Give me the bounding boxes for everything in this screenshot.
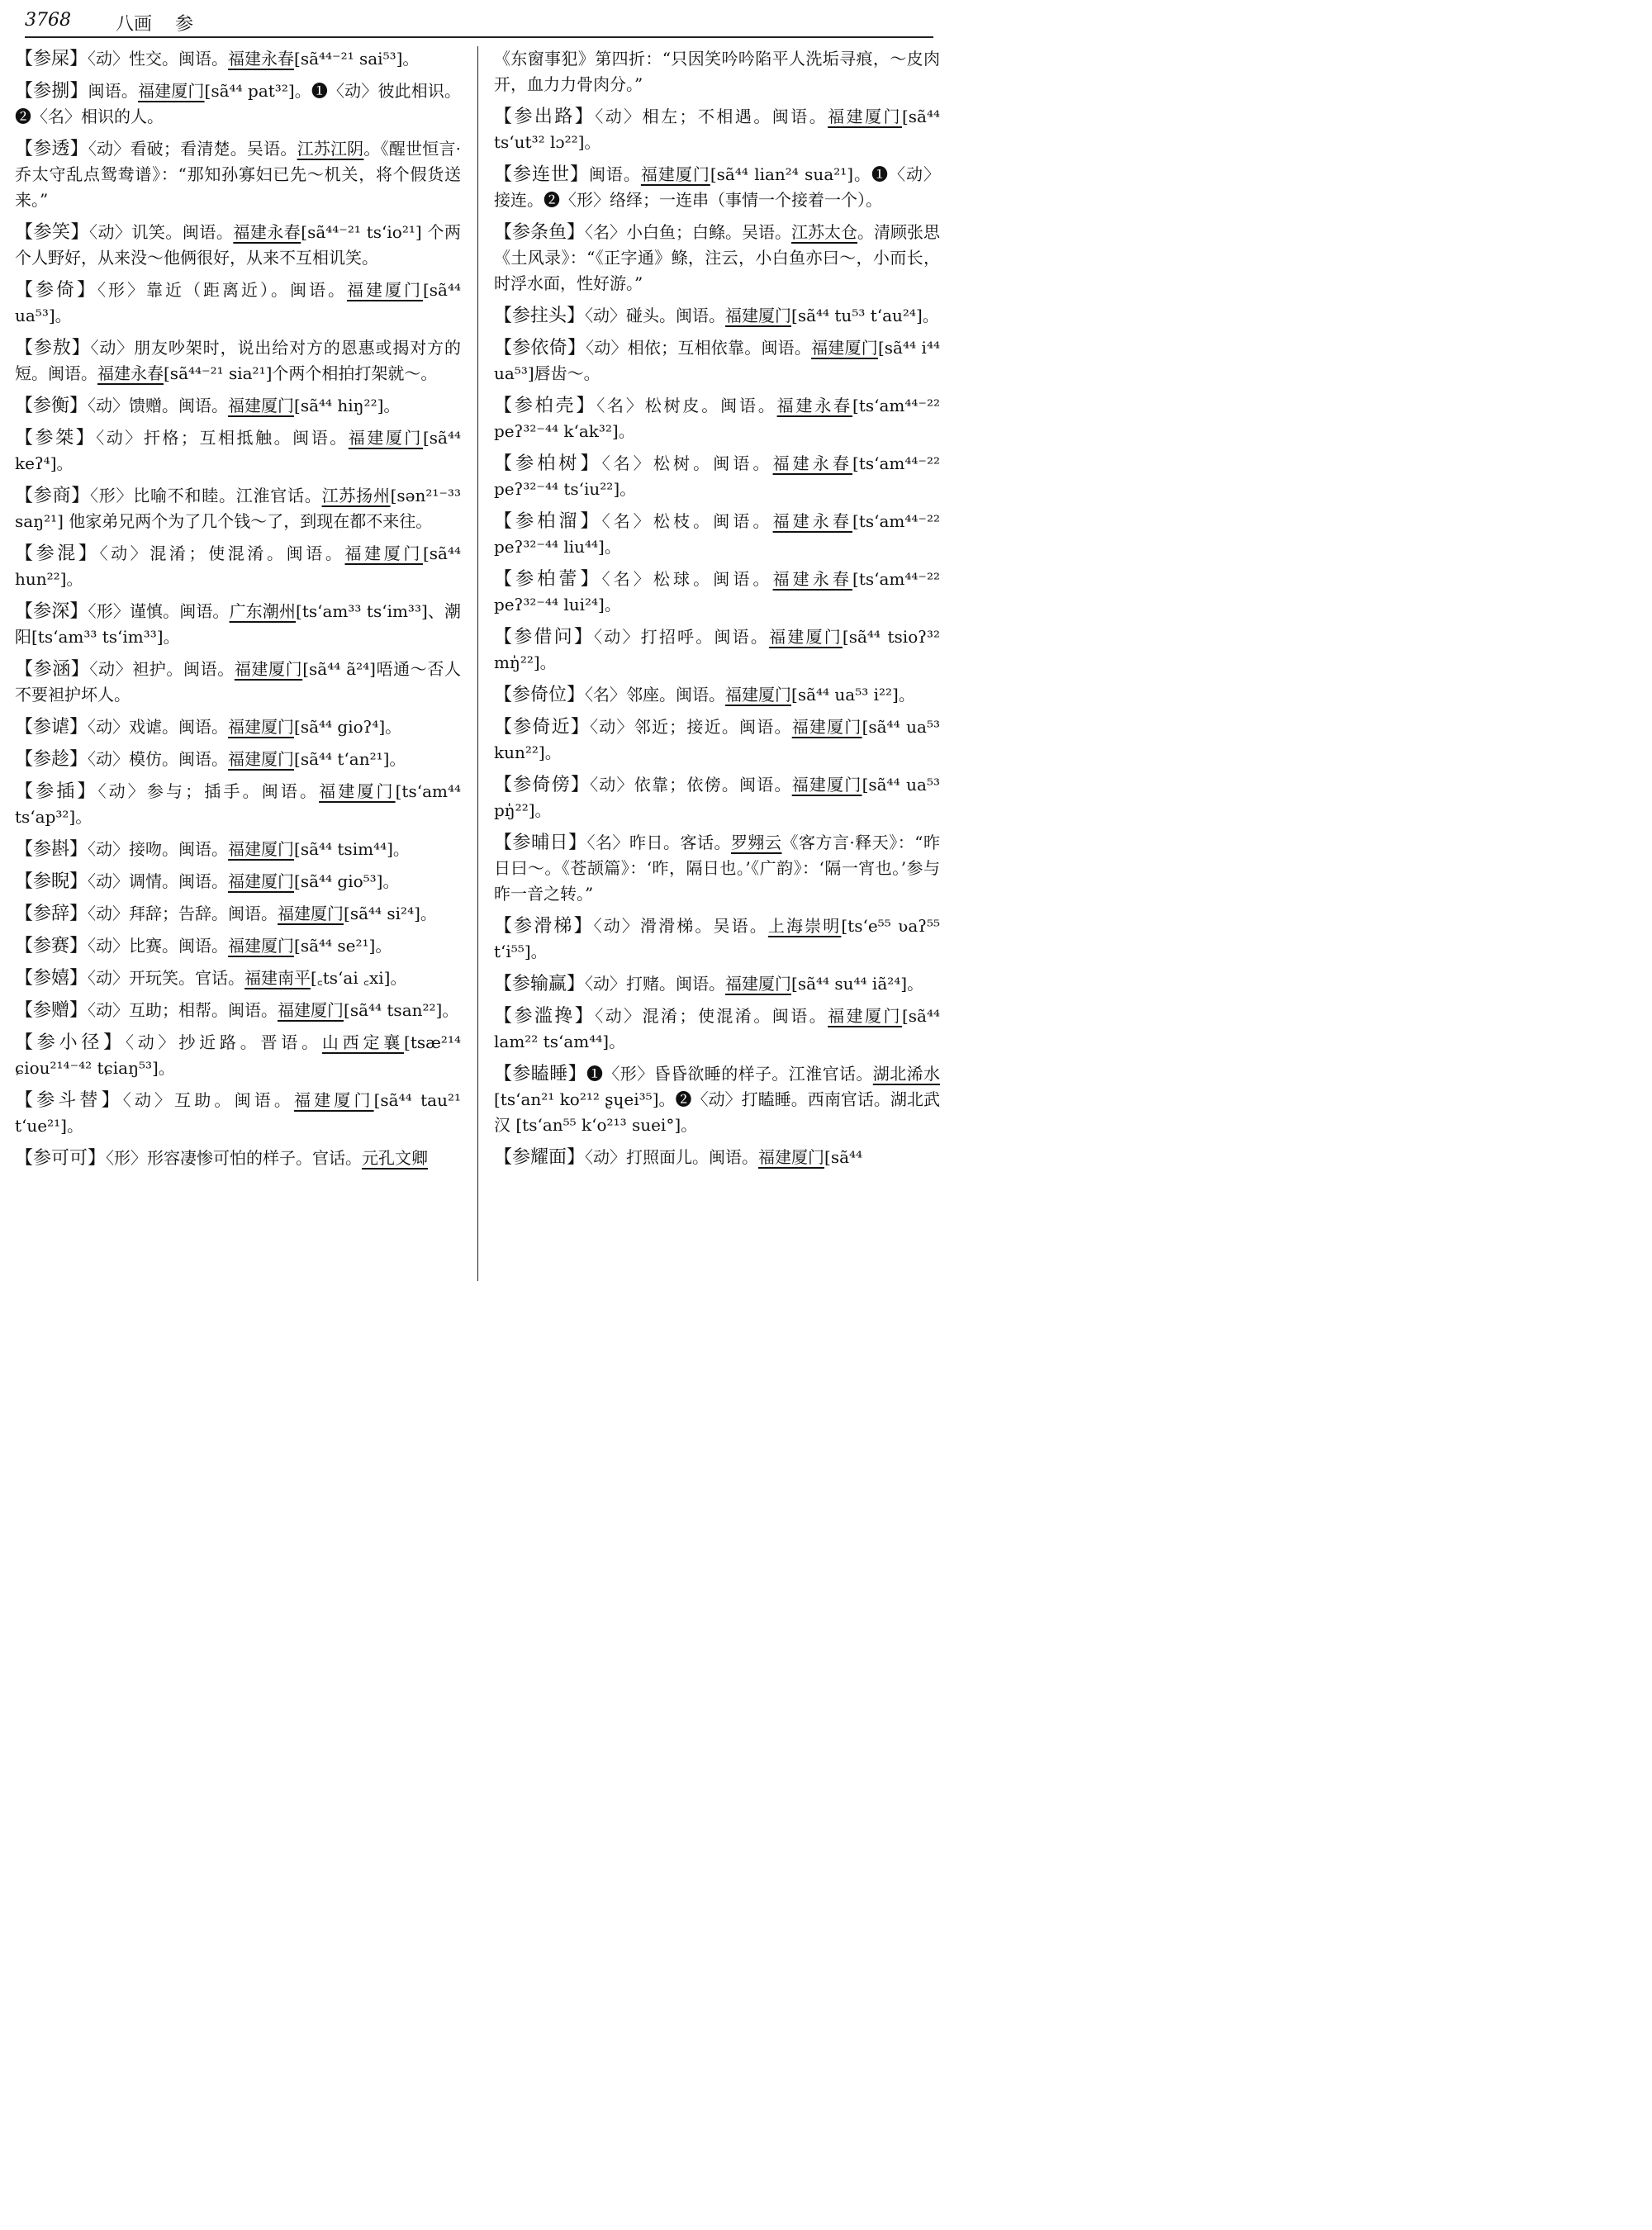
location: 福建厦门 xyxy=(228,396,295,415)
entry-text: 〈动〉朋友吵架时，说出给对方的恩惠或揭对方的短。闽语。 xyxy=(15,338,461,383)
dictionary-entry xyxy=(494,1061,940,1138)
entry-text: 〈动〉依靠；依傍。闽语。 xyxy=(590,775,792,795)
headword: 【参斗替】 xyxy=(15,1090,123,1111)
entry-text: [ts‘am⁴⁴⁻²² peʔ³²⁻⁴⁴ liu⁴⁴]。 xyxy=(494,511,940,557)
entry-text: 〈动〉混淆；使混淆。闽语。 xyxy=(595,1006,828,1026)
headword: 【参屎】 xyxy=(15,49,88,69)
location: 福建厦门 xyxy=(791,717,862,737)
headword: 【参赛】 xyxy=(15,936,88,956)
entry-text: [sã⁴⁴ gio⁵³]。 xyxy=(294,871,400,891)
headword: 【参桀】 xyxy=(15,428,97,448)
dictionary-entry xyxy=(15,335,461,387)
entry-text: [sã⁴⁴ ua⁵³ kun²²]。 xyxy=(494,717,941,762)
location: 江苏扬州 xyxy=(321,486,391,505)
entry-text: 〈名〉昨日。客话。 xyxy=(586,833,731,852)
right-column xyxy=(494,46,940,1177)
headword: 【参条鱼】 xyxy=(494,222,586,243)
dictionary-entry xyxy=(494,1145,940,1170)
entry-text: 〈形〉形容凄惨可怕的样子。官话。 xyxy=(106,1148,363,1168)
location: 福建厦门 xyxy=(344,543,423,563)
dictionary-entry xyxy=(15,1030,461,1081)
entry-text: 〈动〉邻近；接近。闽语。 xyxy=(590,717,792,737)
location: 福建永春 xyxy=(772,453,853,473)
location: 福建永春 xyxy=(233,222,301,242)
section-label: 八画 xyxy=(116,14,153,35)
entry-text: [tsæ²¹⁴ ɕiou²¹⁴⁻⁴² tɕiaŋ⁵³]。 xyxy=(15,1032,461,1078)
headword: 【参柏蕾】 xyxy=(494,569,602,590)
dictionary-entry xyxy=(494,303,940,329)
entry-text: [ts‘an²¹ ko²¹² ʂɥei³⁵]。❷〈动〉打瞌睡。西南官话。湖北武汉 [ts‘an⁵⁵ k‘o²¹³ suei°]。 xyxy=(494,1089,940,1135)
headword: 【参嬉】 xyxy=(15,968,88,989)
headword: 【参倚】 xyxy=(15,280,97,301)
dictionary-entry xyxy=(15,220,461,271)
entry-text: 〈动〉相依；互相依靠。闽语。 xyxy=(586,338,812,358)
entry-text: [sã⁴⁴ lam²² ts‘am⁴⁴]。 xyxy=(494,1006,940,1051)
headword: 【参衡】 xyxy=(15,396,88,416)
page-header xyxy=(25,8,933,38)
entry-text: [sən²¹⁻³³ saŋ²¹] 他家弟兄两个为了几个钱～了，到现在都不来往。 xyxy=(15,486,461,531)
entry-text: ❶〈形〉昏昏欲睡的样子。江淮官话。 xyxy=(586,1064,873,1084)
entry-text: 〈动〉袒护。闽语。 xyxy=(89,659,235,679)
headword: 【参可可】 xyxy=(15,1148,107,1169)
entry-text: [ts‘am⁴⁴ ts‘ap³²]。 xyxy=(15,781,462,827)
dictionary-entry xyxy=(15,933,461,959)
entry-text: 〈动〉调情。闽语。 xyxy=(88,871,229,891)
location: 福建厦门 xyxy=(319,781,396,801)
location: 上海崇明 xyxy=(767,916,842,936)
entry-text: [sã⁴⁴ hiŋ²²]。 xyxy=(294,396,401,415)
entry-text: [ts‘am³³ ts‘im³³]、潮阳[ts‘am³³ ts‘im³³]。 xyxy=(15,601,462,647)
location: 福建南平 xyxy=(244,968,311,988)
entry-text: 〈动〉碰头。闽语。 xyxy=(585,306,726,325)
dictionary-entry xyxy=(15,837,461,862)
entry-text: [ts‘e⁵⁵ ʋaʔ⁵⁵ t‘i⁵⁵]。 xyxy=(494,916,941,961)
headword: 【参深】 xyxy=(15,601,88,622)
dictionary-entry xyxy=(15,1146,461,1171)
dictionary-entry xyxy=(15,869,461,894)
entry-text: 。《醒世恒言·乔太守乱点鸳鸯谱》：“那知孙寡妇已先～机关，将个假货送来。” xyxy=(15,139,462,210)
entry-text: [sã⁴⁴ si²⁴]。 xyxy=(344,904,437,923)
dictionary-entry xyxy=(15,541,461,592)
headword: 【参赠】 xyxy=(15,1000,88,1021)
location: 福建厦门 xyxy=(758,1147,825,1167)
dictionary-entry xyxy=(15,599,461,650)
headword: 【参输赢】 xyxy=(494,974,586,994)
entry-text: 闽语。 xyxy=(588,164,641,184)
entry-text: [sã⁴⁴ pat³²]。❶〈动〉彼此相识。❷〈名〉相识的人。 xyxy=(15,81,461,126)
entry-text: 〈形〉比喻不和睦。江淮官话。 xyxy=(90,486,322,505)
headword: 【参出路】 xyxy=(494,107,596,127)
location: 福建厦门 xyxy=(278,1000,344,1020)
location: 福建厦门 xyxy=(791,775,862,795)
entry-text: [sã⁴⁴ tsim⁴⁴]。 xyxy=(294,839,410,859)
headword: 【参倚近】 xyxy=(494,717,591,738)
entry-text: 〈动〉讥笑。闽语。 xyxy=(88,222,234,242)
headword: 【参混】 xyxy=(15,543,100,564)
entry-text: [ts‘am⁴⁴⁻²² peʔ³²⁻⁴⁴ lui²⁴]。 xyxy=(494,569,940,614)
location: 山西定襄 xyxy=(321,1032,405,1052)
headword: 【参敖】 xyxy=(15,338,91,358)
headword: 【参辞】 xyxy=(15,904,88,924)
dictionary-entry xyxy=(15,714,461,740)
dictionary-entry xyxy=(15,966,461,991)
location: 福建永春 xyxy=(776,396,853,415)
location: 福建永春 xyxy=(97,363,164,383)
dictionary-entry xyxy=(15,136,461,213)
location: 福建永春 xyxy=(228,49,295,69)
headword: 【参借问】 xyxy=(494,627,595,648)
entry-text: [꜀ts‘ai ꜀xi]。 xyxy=(311,968,407,988)
location: 福建厦门 xyxy=(294,1090,374,1110)
location: 福建厦门 xyxy=(769,627,843,647)
location: 福建厦门 xyxy=(228,749,295,769)
dictionary-entry xyxy=(494,104,940,155)
location: 福建厦门 xyxy=(725,974,792,994)
entry-text: 〈动〉打赌。闽语。 xyxy=(585,974,726,994)
headword: 【参依倚】 xyxy=(494,338,586,358)
location: 福建厦门 xyxy=(725,685,792,705)
entry-text: [sã⁴⁴ i⁴⁴ ua⁵³]唇齿～。 xyxy=(494,338,940,383)
dictionary-entry xyxy=(494,624,940,676)
entry-text: [sã⁴⁴ ts‘ut³² lɔ²²]。 xyxy=(494,107,940,152)
entry-text: 〈名〉小白鱼；白鲦。吴语。 xyxy=(585,222,792,242)
headword: 【参捌】 xyxy=(15,81,88,102)
entry-text: [sã⁴⁴ tau²¹ t‘ue²¹]。 xyxy=(15,1090,461,1136)
entry-text: 〈名〉松枝。闽语。 xyxy=(601,511,773,531)
headword: 【参柏树】 xyxy=(494,453,602,474)
entry-text: 〈动〉互助。闽语。 xyxy=(122,1090,295,1110)
entry-text: 〈动〉看破；看清楚。吴语。 xyxy=(88,139,297,159)
entry-text: [sã⁴⁴ ua⁵³ pŋ̍²²]。 xyxy=(494,775,941,820)
location: 福建永春 xyxy=(772,569,853,589)
location: 福建永春 xyxy=(772,511,853,531)
dictionary-entry xyxy=(494,335,940,387)
headword: 【参柏壳】 xyxy=(494,396,597,416)
entry-text: [sã⁴⁴ keʔ⁴]。 xyxy=(15,428,462,473)
entry-text: [ts‘am⁴⁴⁻²² peʔ³²⁻⁴⁴ ts‘iu²²]。 xyxy=(494,453,940,499)
entry-text: 〈动〉混淆；使混淆。闽语。 xyxy=(99,543,345,563)
location: 福建厦门 xyxy=(137,81,205,101)
dictionary-entry xyxy=(15,1088,461,1139)
headword: 【参倚位】 xyxy=(494,685,586,705)
entry-text: 〈形〉谨慎。闽语。 xyxy=(88,601,230,621)
dictionary-entry xyxy=(494,567,940,618)
entry-text: 。清顾张思《土风录》：“《正字通》鲦，注云，小白鱼亦曰～，小而长，时浮水面，性好游。” xyxy=(494,222,941,293)
headword: 【参晡日】 xyxy=(494,833,587,853)
entry-text: 〈动〉参与；插手。闽语。 xyxy=(97,781,320,801)
headword: 【参睨】 xyxy=(15,871,88,892)
header-char: 参 xyxy=(175,14,194,35)
headword: 【参涵】 xyxy=(15,659,90,680)
location: 福建厦门 xyxy=(828,1006,902,1026)
entry-text: [sã⁴⁴ ua⁵³]。 xyxy=(15,280,462,325)
dictionary-entry xyxy=(15,46,461,72)
headword: 【参连世】 xyxy=(494,164,589,185)
location: 福建厦门 xyxy=(346,280,423,300)
headword: 【参瞌睡】 xyxy=(494,1064,586,1084)
headword: 【参插】 xyxy=(15,781,98,802)
entry-text: 〈动〉互助；相帮。闽语。 xyxy=(88,1000,278,1020)
dictionary-entry xyxy=(15,425,461,477)
entry-text: 〈名〉邻座。闽语。 xyxy=(585,685,726,705)
location: 福建厦门 xyxy=(228,936,295,956)
dictionary-entry xyxy=(494,220,940,297)
location: 福建厦门 xyxy=(725,306,792,325)
headword: 【参倚傍】 xyxy=(494,775,591,795)
entry-text: 〈动〉性交。闽语。 xyxy=(88,49,229,69)
entry-text: 〈动〉接吻。闽语。 xyxy=(88,839,229,859)
entry-text: [sã⁴⁴⁻²¹ sia²¹]个两个相拍打架就～。 xyxy=(164,363,438,383)
dictionary-entry xyxy=(15,901,461,927)
dictionary-entry xyxy=(494,971,940,997)
dictionary-entry xyxy=(15,998,461,1023)
entry-text: [ts‘am⁴⁴⁻²² peʔ³²⁻⁴⁴ k‘ak³²]。 xyxy=(494,396,940,441)
headword: 【参趁】 xyxy=(15,749,88,770)
dictionary-entry xyxy=(494,682,940,708)
dictionary-entry xyxy=(494,162,940,213)
page-number: 3768 xyxy=(25,10,71,31)
dictionary-entry xyxy=(494,46,940,97)
location: 元孔文卿 xyxy=(362,1148,429,1168)
location: 福建厦门 xyxy=(228,839,295,859)
entry-text: 《客方言·释天》：“昨日曰～。《苍颉篇》：‘昨，隔日也。’《广韵》：‘隔一宵也。’参与昨一音之转。” xyxy=(494,833,940,904)
location: 江苏江阴 xyxy=(297,139,364,159)
location: 福建厦门 xyxy=(828,107,902,126)
location: 福建厦门 xyxy=(228,871,295,891)
entry-text: [sã⁴⁴ tsan²²]。 xyxy=(344,1000,459,1020)
entry-text: [sã⁴⁴ ã²⁴]唔通～否人不要袒护坏人。 xyxy=(15,659,461,705)
headword: 【参斟】 xyxy=(15,839,88,860)
headword: 【参滑梯】 xyxy=(494,916,594,937)
dictionary-entry xyxy=(15,278,461,329)
entry-text: [sã⁴⁴ se²¹]。 xyxy=(294,936,392,956)
dictionary-entry xyxy=(15,393,461,419)
entry-text: 〈动〉拜辞；告辞。闽语。 xyxy=(88,904,278,923)
location: 福建厦门 xyxy=(640,164,710,184)
headword: 【参笑】 xyxy=(15,222,89,243)
entry-text: [sã⁴⁴⁻²¹ ts‘io²¹] 个两个人野好，从来没～他俩很好，从来不互相讥笑。 xyxy=(15,222,462,268)
entry-text: [sã⁴⁴ gioʔ⁴]。 xyxy=(294,717,402,737)
dictionary-page xyxy=(0,0,957,1291)
dictionary-entry xyxy=(15,78,461,130)
location: 福建厦门 xyxy=(278,904,344,923)
entry-text: 〈名〉松树皮。闽语。 xyxy=(596,396,777,415)
location: 福建厦门 xyxy=(234,659,303,679)
entry-text: 〈名〉松树。闽语。 xyxy=(601,453,773,473)
dictionary-entry xyxy=(494,830,940,907)
entry-text: 〈动〉扞格；互相抵触。闽语。 xyxy=(96,428,349,448)
headword: 【参滥搀】 xyxy=(494,1006,596,1027)
dictionary-entry xyxy=(15,747,461,772)
location: 广东潮州 xyxy=(229,601,297,621)
entry-text: 〈形〉靠近（距离近）。闽语。 xyxy=(97,280,347,300)
entry-text: 〈动〉开玩笑。官话。 xyxy=(88,968,245,988)
location: 江苏太仓 xyxy=(791,222,858,242)
location: 福建厦门 xyxy=(811,338,878,358)
entry-text: 《东窗事犯》第四折：“只因笑吟吟陷平人洗垢寻痕，～皮肉开，血力力骨肉分。” xyxy=(494,49,940,94)
left-column xyxy=(15,46,461,1178)
entry-text: [sã⁴⁴ lian²⁴ sua²¹]。❶〈动〉接连。❷〈形〉络绎；一连串（事情一个接着一个）。 xyxy=(494,164,940,210)
location: 福建厦门 xyxy=(228,717,295,737)
dictionary-entry xyxy=(494,772,940,823)
entry-text: 〈动〉模仿。闽语。 xyxy=(88,749,229,769)
location: 湖北浠水 xyxy=(872,1064,940,1084)
entry-text: [sã⁴⁴ tsioʔ³² mŋ̍²²]。 xyxy=(494,627,940,672)
location: 罗翙云 xyxy=(730,833,782,852)
entry-text: 〈动〉戏谑。闽语。 xyxy=(88,717,229,737)
dictionary-entry xyxy=(15,657,461,708)
entry-text: 〈动〉相左；不相遇。闽语。 xyxy=(595,107,828,126)
entry-text: 〈动〉滑滑梯。吴语。 xyxy=(593,916,768,936)
headword: 【参耀面】 xyxy=(494,1147,586,1168)
headword: 【参透】 xyxy=(15,139,88,159)
dictionary-entry xyxy=(15,483,461,534)
entry-text: [sã⁴⁴ tu⁵³ t‘au²⁴]。 xyxy=(791,306,939,325)
dictionary-entry xyxy=(15,779,461,830)
entry-text: [sã⁴⁴ hun²²]。 xyxy=(15,543,461,589)
dictionary-entry xyxy=(494,714,940,766)
location: 福建厦门 xyxy=(348,428,423,448)
dictionary-entry xyxy=(494,509,940,560)
column-divider xyxy=(477,46,478,1281)
entry-text: [sã⁴⁴⁻²¹ sai⁵³]。 xyxy=(294,49,420,69)
dictionary-entry xyxy=(494,393,940,444)
entry-text: 闽语。 xyxy=(88,81,138,101)
headword: 【参商】 xyxy=(15,486,91,506)
entry-text: 〈动〉打招呼。闽语。 xyxy=(594,627,770,647)
entry-text: [sã⁴⁴ t‘an²¹]。 xyxy=(294,749,406,769)
entry-text: [sã⁴⁴ su⁴⁴ iã²⁴]。 xyxy=(791,974,924,994)
headword: 【参小径】 xyxy=(15,1032,126,1053)
dictionary-entry xyxy=(494,451,940,502)
dictionary-entry xyxy=(494,913,940,965)
entry-text: 〈动〉馈赠。闽语。 xyxy=(88,396,229,415)
entry-text: 〈动〉抄近路。晋语。 xyxy=(125,1032,322,1052)
entry-text: 〈名〉松球。闽语。 xyxy=(601,569,773,589)
headword: 【参谑】 xyxy=(15,717,88,738)
entry-text: 〈动〉比赛。闽语。 xyxy=(88,936,229,956)
entry-text: [sã⁴⁴ xyxy=(824,1147,863,1167)
headword: 【参拄头】 xyxy=(494,306,586,326)
entry-text: [sã⁴⁴ ua⁵³ i²²]。 xyxy=(791,685,915,705)
entry-text: 〈动〉打照面儿。闽语。 xyxy=(585,1147,759,1167)
dictionary-entry xyxy=(494,1004,940,1055)
headword: 【参柏溜】 xyxy=(494,511,602,532)
